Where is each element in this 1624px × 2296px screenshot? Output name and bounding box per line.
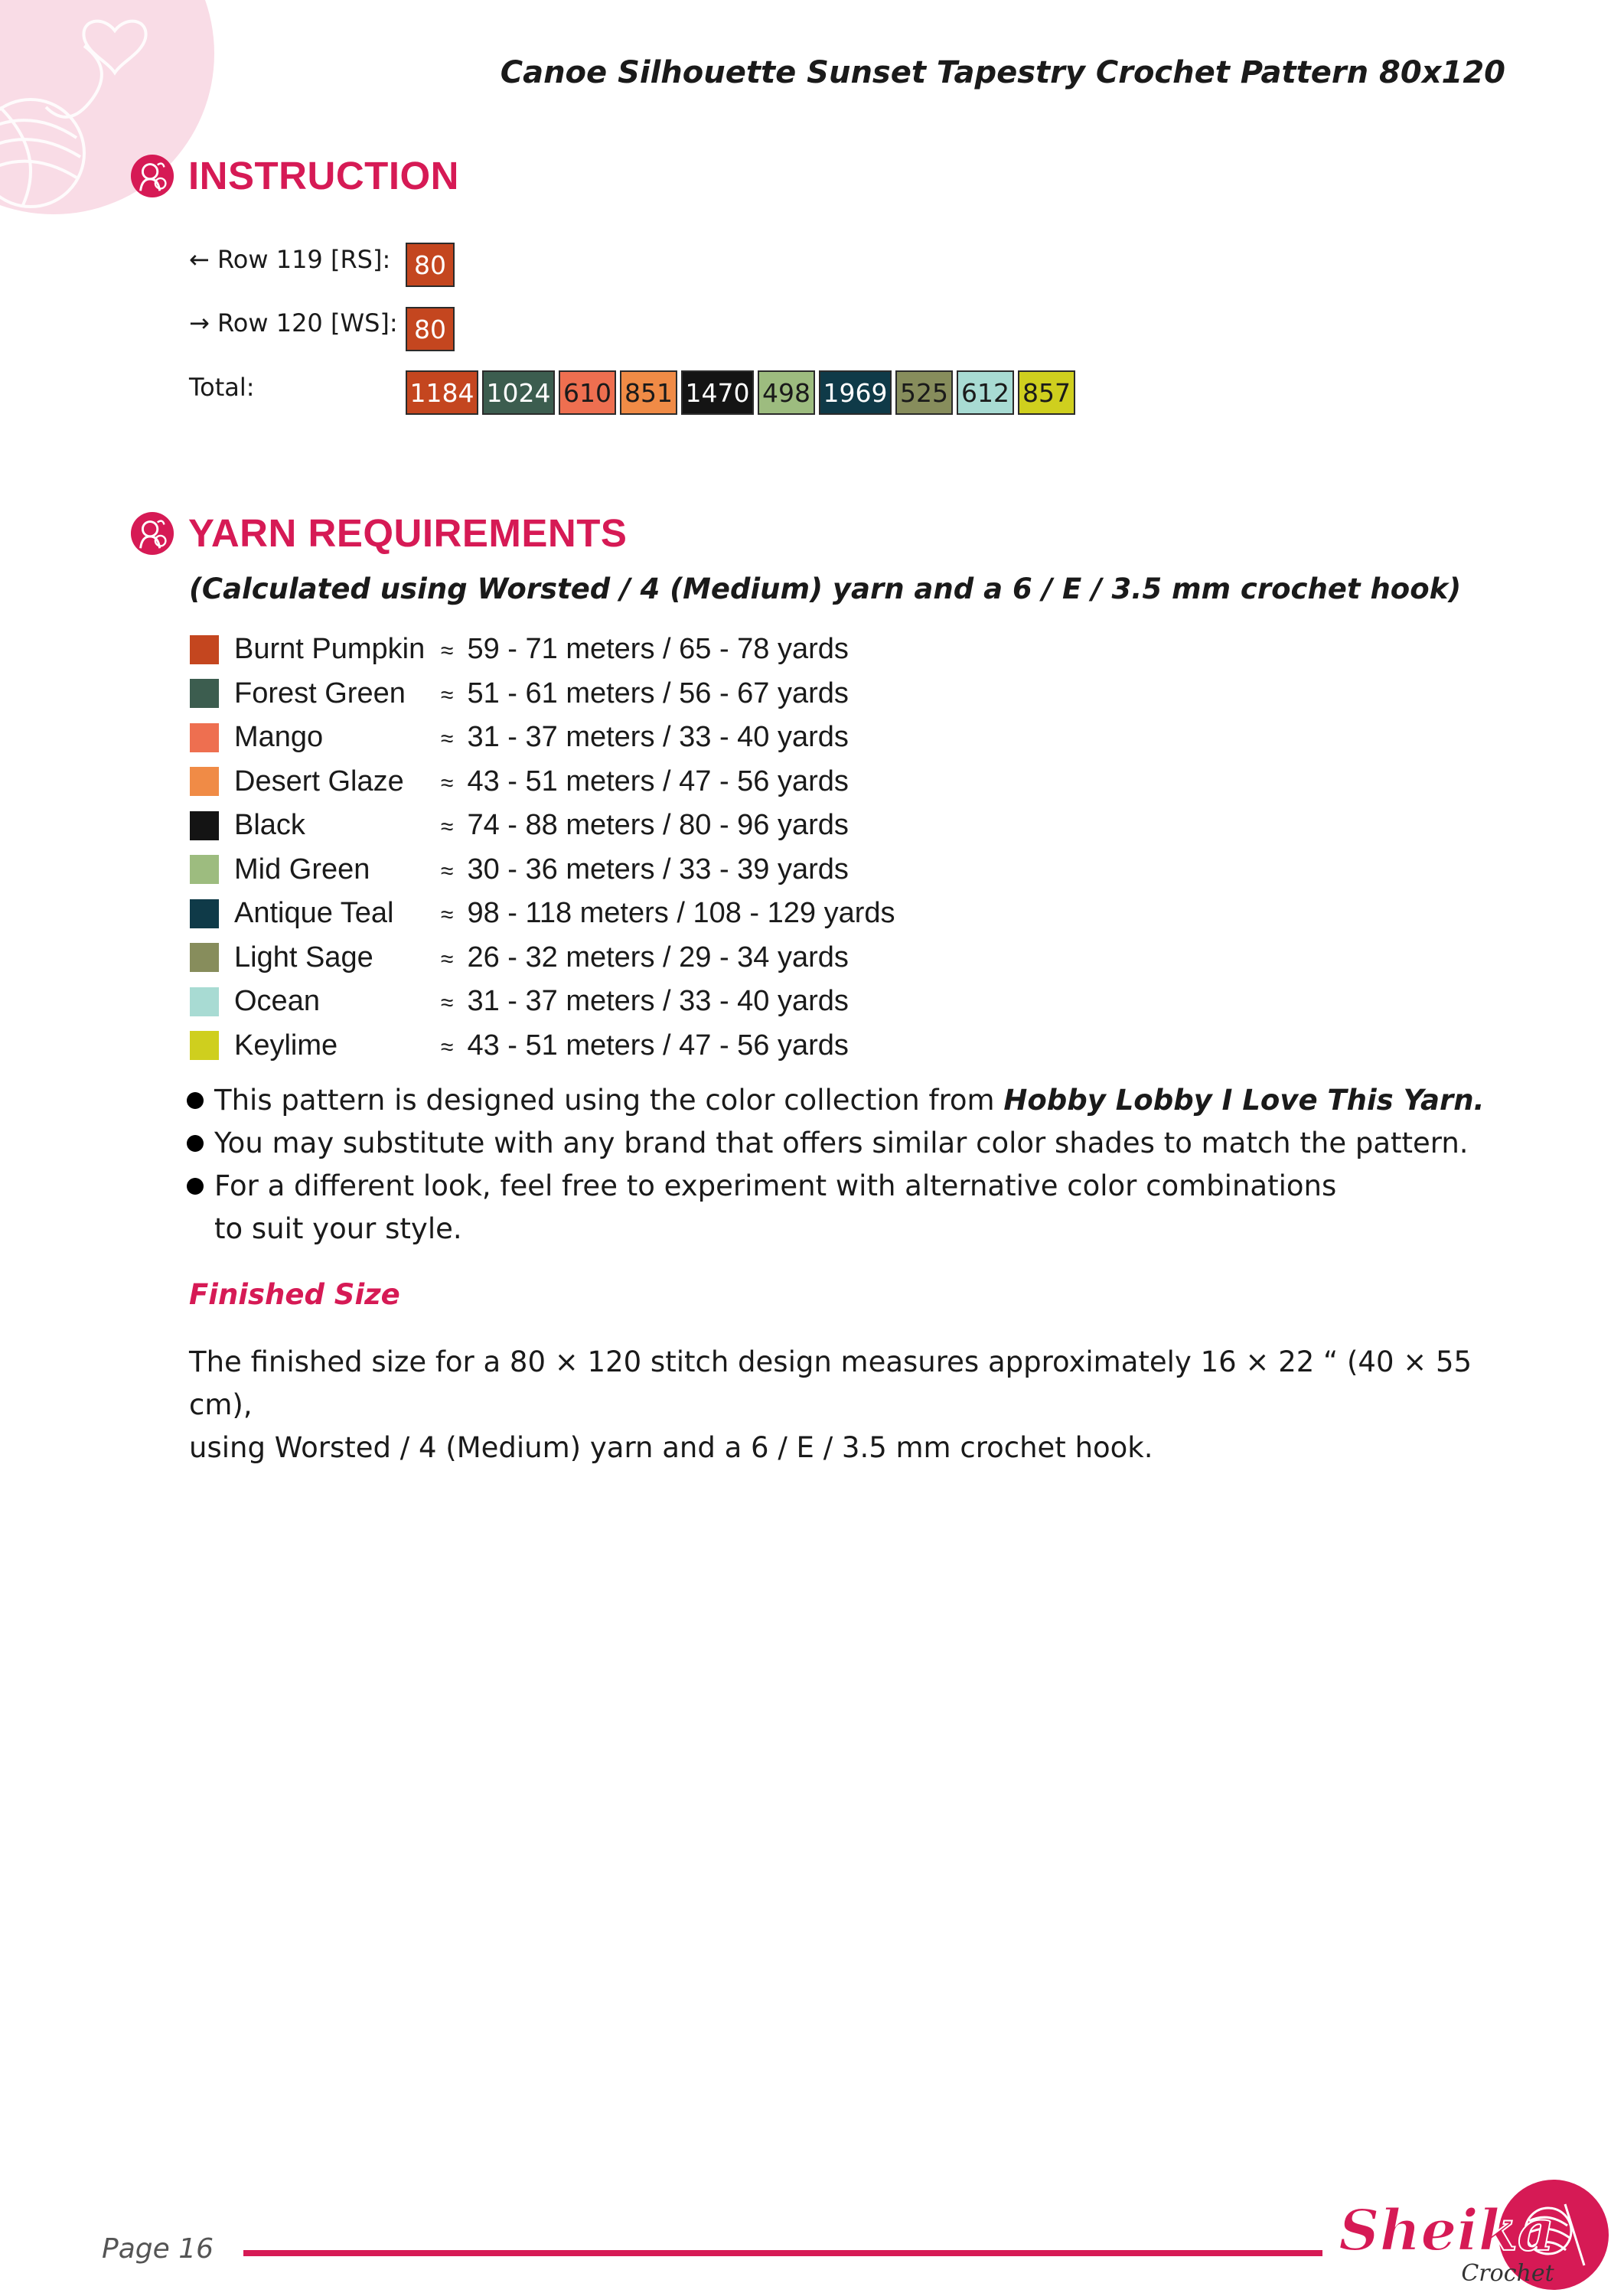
footer-divider: [243, 2250, 1322, 2256]
color-chip: [190, 855, 219, 884]
yarn-item-burnt-pumpkin: [190, 628, 895, 672]
total-swatch-forest-green: 1024: [482, 370, 555, 415]
instruction-heading: [130, 153, 459, 198]
svg-text:Sheika: Sheika: [1339, 2198, 1554, 2264]
yarn-amount: ≈ 59 - 71 meters / 65 - 78 yards: [441, 633, 849, 666]
note-item: This pattern is designed using the color collection from Hobby Lobby I Love This Yarn.: [184, 1079, 1500, 1122]
yarn-name: Ocean: [234, 985, 320, 1018]
total-swatches: [406, 370, 1075, 415]
yarn-subtitle: (Calculated using Worsted / 4 (Medium) yarn and a 6 / E / 3.5 mm crochet hook): [189, 572, 1462, 605]
row-120-swatches: [406, 307, 455, 351]
yarn-item-light-sage: [190, 936, 895, 980]
yarn-name: Desert Glaze: [234, 765, 404, 797]
color-chip: [190, 943, 219, 972]
yarn-amount: ≈ 74 - 88 meters / 80 - 96 yards: [441, 809, 849, 842]
yarn-item-desert-glaze: [190, 760, 895, 804]
yarn-name: Light Sage: [234, 941, 373, 974]
yarn-amount: ≈ 26 - 32 meters / 29 - 34 yards: [441, 941, 849, 974]
finished-size-heading: Finished Size: [189, 1278, 400, 1311]
row-120-count-swatch: 80: [406, 307, 455, 351]
total-swatch-burnt-pumpkin: 1184: [406, 370, 478, 415]
notes-list: [184, 1079, 1500, 1251]
yarn-item-ocean: [190, 980, 895, 1024]
color-chip: [190, 899, 219, 928]
color-chip: [190, 679, 219, 708]
row-119-swatches: [406, 243, 455, 287]
yarn-item-keylime: [190, 1024, 895, 1068]
finished-size-text: The finished size for a 80 × 120 stitch design measures approximately 16 × 22 “ (40 × 55 cm), using Worsted / 4 (Medium) yarn and a 6 / E / 3.5 mm crochet hook.: [189, 1345, 1472, 1464]
instruction-heading-text: INSTRUCTION: [188, 154, 459, 197]
yarn-brand-name: Hobby Lobby I Love This Yarn.: [1003, 1084, 1485, 1117]
yarn-name: Black: [234, 809, 305, 842]
yarn-name: Antique Teal: [234, 897, 394, 930]
yarn-requirements-heading: [130, 510, 627, 556]
svg-text:Crochet: Crochet: [1461, 2260, 1554, 2287]
yarn-requirements-heading-text: YARN REQUIREMENTS: [188, 511, 628, 555]
note-item: For a different look, feel free to experiment with alternative color combinations to suit your style.: [184, 1165, 1500, 1251]
color-chip: [190, 723, 219, 752]
bullet-icon: [187, 1135, 204, 1152]
bullet-icon: [187, 1092, 204, 1109]
total-swatch-keylime: 857: [1018, 370, 1075, 415]
note-item: You may substitute with any brand that offers similar color shades to match the pattern.: [184, 1122, 1500, 1165]
row-119-label: ← Row 119 [RS]:: [189, 245, 391, 274]
yarn-amount: ≈ 51 - 61 meters / 56 - 67 yards: [441, 677, 849, 709]
yarn-list: [190, 628, 895, 1068]
bullet-icon: [187, 1178, 204, 1195]
crochet-girl-icon: [130, 154, 174, 198]
sheika-crochet-logo: [1332, 2174, 1615, 2296]
row-119-count-swatch: 80: [406, 243, 455, 287]
yarn-amount: ≈ 31 - 37 meters / 33 - 40 yards: [441, 721, 849, 754]
total-swatch-antique-teal: 1969: [819, 370, 892, 415]
total-swatch-mid-green: 498: [758, 370, 815, 415]
yarn-amount: ≈ 43 - 51 meters / 47 - 56 yards: [441, 765, 849, 797]
yarn-name: Forest Green: [234, 677, 406, 709]
yarn-name: Keylime: [234, 1029, 338, 1062]
yarn-item-antique-teal: [190, 892, 895, 936]
yarn-item-mid-green: [190, 848, 895, 892]
color-chip: [190, 811, 219, 840]
yarn-item-forest-green: [190, 672, 895, 716]
color-chip: [190, 635, 219, 664]
total-swatch-ocean: 612: [957, 370, 1014, 415]
total-swatch-black: 1470: [681, 370, 754, 415]
total-label: Total:: [189, 373, 255, 402]
page-number: Page 16: [102, 2233, 214, 2265]
document-title: Canoe Silhouette Sunset Tapestry Crochet Pattern 80x120: [500, 55, 1505, 90]
total-swatch-light-sage: 525: [895, 370, 953, 415]
yarn-amount: ≈ 30 - 36 meters / 33 - 39 yards: [441, 853, 849, 885]
total-swatch-desert-glaze: 851: [620, 370, 677, 415]
yarn-item-black: [190, 804, 895, 848]
yarn-item-mango: [190, 716, 895, 760]
yarn-amount: ≈ 98 - 118 meters / 108 - 129 yards: [441, 897, 895, 930]
row-120-label: → Row 120 [WS]:: [189, 308, 398, 338]
yarn-name: Burnt Pumpkin: [234, 633, 426, 666]
yarn-name: Mid Green: [234, 853, 370, 885]
crochet-girl-icon: [130, 511, 174, 556]
color-chip: [190, 987, 219, 1016]
yarn-amount: ≈ 31 - 37 meters / 33 - 40 yards: [441, 985, 849, 1018]
color-chip: [190, 767, 219, 796]
yarn-amount: ≈ 43 - 51 meters / 47 - 56 yards: [441, 1029, 849, 1062]
total-swatch-mango: 610: [559, 370, 616, 415]
color-chip: [190, 1031, 219, 1060]
yarn-name: Mango: [234, 721, 324, 754]
